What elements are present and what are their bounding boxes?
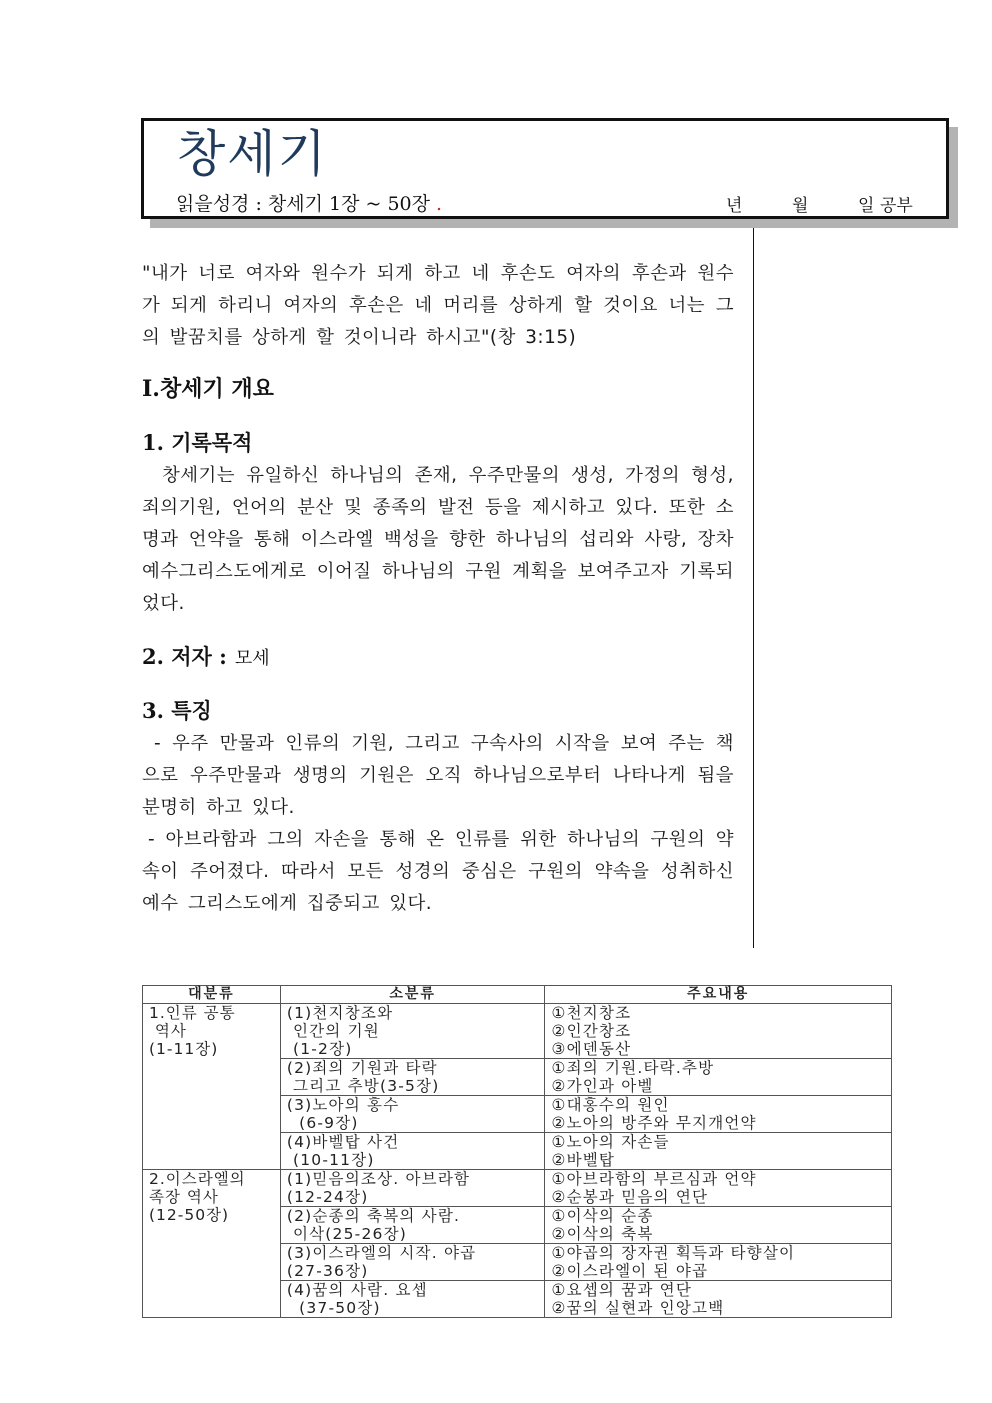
minor-category-line: (1)천지창조와 bbox=[286, 1004, 394, 1022]
minor-category-cell bbox=[280, 1004, 545, 1059]
author-heading bbox=[142, 642, 734, 672]
column-header-content: 주요내용 bbox=[545, 986, 892, 1004]
main-content bbox=[142, 258, 734, 920]
major-category-line: 1.인류 공통 bbox=[149, 1004, 236, 1022]
main-content-line: ①죄의 기원.타락.추방 bbox=[551, 1059, 715, 1077]
minor-category-line: (37-50장) bbox=[286, 1299, 381, 1317]
main-content-line: ①노아의 자손들 bbox=[551, 1133, 670, 1151]
main-content-line: ②바벨탑 bbox=[551, 1151, 616, 1169]
minor-category-line: (4)바벨탑 사건 bbox=[286, 1133, 400, 1151]
feature-item: - 우주 만물과 인류의 기원, 그리고 구속사의 시작을 보여 주는 책으로 우주만물과 생명의 기원은 오직 하나님으로부터 나타나게 됨을 분명히 하고 있다. bbox=[142, 733, 734, 818]
main-content-cell bbox=[545, 1281, 892, 1318]
major-category-cell bbox=[143, 1004, 281, 1170]
study-date-month-label: 월 bbox=[792, 196, 809, 216]
study-date-suffix: 공부 bbox=[880, 196, 913, 216]
main-content-cell bbox=[545, 1004, 892, 1059]
major-category-line: (12-50장) bbox=[149, 1206, 230, 1224]
book-title: 창세기 bbox=[177, 125, 328, 183]
major-category-line: 역사 bbox=[149, 1022, 187, 1040]
minor-category-cell bbox=[280, 1170, 545, 1207]
minor-category-line: (6-9장) bbox=[286, 1114, 359, 1132]
minor-category-cell bbox=[280, 1207, 545, 1244]
reading-range-label: 읽을성경 : 창세기 1장 ~ 50장 bbox=[176, 193, 430, 215]
minor-category-line: (3)노아의 홍수 bbox=[286, 1096, 400, 1114]
minor-category-line: (10-11장) bbox=[286, 1151, 375, 1169]
main-content-line: ①천지창조 bbox=[551, 1004, 632, 1022]
column-header-minor: 소분류 bbox=[280, 986, 545, 1004]
major-category-cell bbox=[143, 1170, 281, 1318]
main-content-line: ③에덴동산 bbox=[551, 1040, 632, 1058]
reading-range bbox=[176, 189, 442, 216]
main-content-line: ②노아의 방주와 무지개언약 bbox=[551, 1114, 757, 1132]
study-date-year-label: 년 bbox=[726, 196, 743, 216]
main-content-line: ①대홍수의 원인 bbox=[551, 1096, 670, 1114]
main-content-line: ①야곱의 장자권 획득과 타향살이 bbox=[551, 1244, 796, 1262]
table-row bbox=[143, 1170, 892, 1207]
minor-category-line: (3)이스라엘의 시작. 야곱 bbox=[286, 1244, 477, 1262]
purpose-body: 창세기는 유일하신 하나님의 존재, 우주만물의 생성, 가정의 형성, 죄의기원, 언어의 분산 및 종족의 발전 등을 제시하고 있다. 또한 소명과 언약을 통해 이스라엘 백성을 향한 하나님의 섭리와 사랑, 장차 예수그리스도에게로 이어질 하나님의 구원 계획을 보여주고자 기록되었다. bbox=[142, 465, 734, 614]
major-category-line: (1-11장) bbox=[149, 1040, 219, 1058]
major-category-line: 2.이스라엘의 bbox=[149, 1170, 246, 1188]
genesis-outline-table bbox=[142, 985, 892, 1318]
features-heading: 3. 특징 bbox=[142, 698, 212, 723]
author-value: 모세 bbox=[234, 648, 270, 669]
study-date-day-label: 일 bbox=[858, 196, 875, 216]
section-heading-overview: Ⅰ.창세기 개요 bbox=[142, 376, 274, 402]
header-box bbox=[141, 118, 949, 219]
main-content-line: ②이삭의 축복 bbox=[551, 1225, 654, 1243]
author-label: 2. 저자 : bbox=[142, 644, 227, 669]
main-content-line: ②인간창조 bbox=[551, 1022, 632, 1040]
minor-category-cell bbox=[280, 1059, 545, 1096]
table-row bbox=[143, 1004, 892, 1059]
main-content-line: ①아브라함의 부르심과 언약 bbox=[551, 1170, 757, 1188]
key-verse-quote: "내가 너로 여자와 원수가 되게 하고 네 후손도 여자의 후손과 원수가 되게 하리니 여자의 후손은 네 머리를 상하게 할 것이요 너는 그의 발꿈치를 상하게 할 것이니라 하시고"(창 3:15) bbox=[142, 263, 734, 348]
main-content-line: ②가인과 아벨 bbox=[551, 1077, 654, 1095]
main-content-line: ①요셉의 꿈과 연단 bbox=[551, 1281, 693, 1299]
minor-category-cell bbox=[280, 1281, 545, 1318]
minor-category-line: (2)죄의 기원과 타락 bbox=[286, 1059, 438, 1077]
minor-category-line: (12-24장) bbox=[286, 1188, 369, 1206]
minor-category-line: 인간의 기원 bbox=[286, 1022, 380, 1040]
purpose-heading: 1. 기록목적 bbox=[142, 430, 253, 455]
table-header-row bbox=[143, 986, 892, 1004]
minor-category-line: (1)믿음의조상. 아브라함 bbox=[286, 1170, 471, 1188]
minor-category-line: 이삭(25-26장) bbox=[286, 1225, 408, 1243]
main-content-line: ②순봉과 믿음의 연단 bbox=[551, 1188, 709, 1206]
minor-category-cell bbox=[280, 1096, 545, 1133]
main-content-cell bbox=[545, 1133, 892, 1170]
minor-category-line: (2)순종의 축복의 사람. bbox=[286, 1207, 461, 1225]
minor-category-line: (1-2장) bbox=[286, 1040, 353, 1058]
feature-item: - 아브라함과 그의 자손을 통해 온 인류를 위한 하나님의 구원의 약속이 주어졌다. 따라서 모든 성경의 중심은 구원의 약속을 성취하신 예수 그리스도에게 집중되고 있다. bbox=[142, 829, 734, 914]
minor-category-cell bbox=[280, 1244, 545, 1281]
main-content-cell bbox=[545, 1059, 892, 1096]
minor-category-line: (4)꿈의 사람. 요셉 bbox=[286, 1281, 428, 1299]
main-content-cell bbox=[545, 1244, 892, 1281]
main-content-cell bbox=[545, 1207, 892, 1244]
column-header-major: 대분류 bbox=[143, 986, 281, 1004]
main-content-line: ②이스라엘이 된 야곱 bbox=[551, 1262, 709, 1280]
minor-category-line: 그리고 추방(3-5장) bbox=[286, 1077, 440, 1095]
main-content-cell bbox=[545, 1170, 892, 1207]
main-content-cell bbox=[545, 1096, 892, 1133]
major-category-line: 족장 역사 bbox=[149, 1188, 219, 1206]
minor-category-cell bbox=[280, 1133, 545, 1170]
notes-column-divider bbox=[753, 228, 754, 948]
main-content-line: ②꿈의 실현과 인앙고백 bbox=[551, 1299, 725, 1317]
minor-category-line: (27-36장) bbox=[286, 1262, 369, 1280]
main-content-line: ①이삭의 순종 bbox=[551, 1207, 654, 1225]
reading-range-dot: . bbox=[435, 193, 443, 215]
